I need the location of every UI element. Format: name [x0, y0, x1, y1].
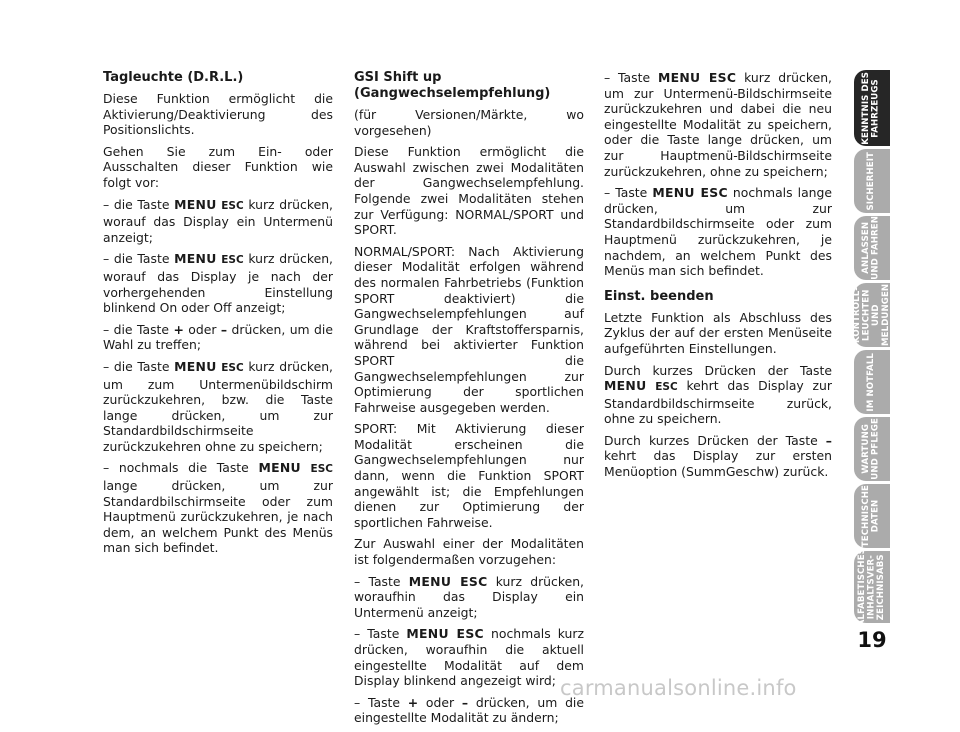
- tab-label: IM NOTFALL: [866, 352, 877, 412]
- menu-esc-key-label: MENU ESC: [657, 70, 737, 85]
- section-heading-drl: Tagleuchte (D.R.L.): [103, 70, 244, 85]
- step-item: – Taste MENU ESC nochmals lange drücken, um zur Standardbildschirmseite oder zum Hauptmenü zurückzukehren, je nachdem, an welchem Punkt des Menüs man sich befindet.: [604, 185, 833, 279]
- column-3: [604, 70, 832, 486]
- paragraph: Diese Funktion ermöglicht die Aktivierung/Deaktivierung des Positionslichts.: [103, 91, 333, 138]
- tab-im-notfall[interactable]: [854, 350, 890, 414]
- paragraph: Letzte Funktion als Abschluss des Zyklus der auf der ersten Menüseite aufgeführten Einstellungen.: [604, 309, 832, 356]
- step-item: – Taste + oder – drücken, um die eingestellte Modalität zu ändern;: [354, 694, 584, 726]
- menu-esc-key-label: MENU ESC: [408, 573, 488, 589]
- esc-key-label: ESC: [221, 361, 244, 374]
- step-item: – Taste MENU ESC nochmals kurz drücken, woraufhin die aktuell eingestellte Modalität auf dem Display blinkend angezeigt wird;: [354, 626, 584, 689]
- tab-label: SICHERHEIT: [866, 151, 877, 211]
- column-2: [354, 70, 584, 732]
- paragraph: Zur Auswahl einer der Modalitäten ist folgendermaßen vorzugehen:: [354, 536, 584, 568]
- step-item: – die Taste MENU ESC kurz drücken, worauf das Display je nach der vorhergehenden Einstellung blinkend On oder Off anzeigt;: [103, 251, 333, 316]
- section-heading-exit: Einst. beenden: [604, 288, 714, 304]
- tab-wartung-und-pflege[interactable]: [854, 417, 890, 481]
- plus-key-symbol: +: [407, 694, 419, 710]
- tab-label: KONTROLL- LEUCHTEN UND MELDUNGEN: [851, 283, 891, 347]
- tab-technische-daten[interactable]: [854, 484, 890, 548]
- esc-key-label: ESC: [221, 254, 244, 267]
- tab-label: KENNTNIS DES FAHRZEUGS: [861, 71, 881, 145]
- step-item: – nochmals die Taste MENU ESC lange drücken, um zur Standardbilschirmseite oder zum Hauptmenü zurückzukehren, je nach dem, an welchem Punkt des Menüs man sich befindet.: [103, 460, 333, 556]
- tab-kenntnis-des-fahrzeugs[interactable]: [854, 70, 890, 146]
- watermark: carmanualsonline.info: [560, 676, 797, 700]
- column-1: [103, 70, 333, 562]
- step-item: – die Taste MENU ESC kurz drücken, worauf das Display ein Untermenü anzeigt;: [103, 196, 333, 245]
- tab-anlassen-und-fahren[interactable]: [854, 216, 890, 280]
- paragraph: Gehen Sie zum Ein- oder Ausschalten dieser Funktion wie folgt vor:: [103, 143, 333, 190]
- menu-key-label: MENU: [174, 251, 217, 267]
- tab-label: ALFABETISCHES INHALTSVER- ZEICHNISABS: [856, 547, 886, 627]
- minus-key-symbol: –: [220, 321, 228, 337]
- tab-label: TECHNISCHE DATEN: [861, 484, 881, 548]
- tab-label: WARTUNG UND PFLEGE: [861, 418, 881, 480]
- menu-key-label: MENU: [174, 196, 217, 212]
- step-item: – die Taste MENU ESC kurz drücken, um zum Untermenübildschirm zurückzukehren, bzw. die Taste lange drücken, um zur Standardbildschirmseite zurückzukehren ohne zu speichern;: [103, 358, 333, 454]
- menu-esc-key-label: MENU ESC: [406, 626, 484, 642]
- paragraph: NORMAL/SPORT: Nach Aktivierung dieser Modalität erfolgen während des normalen Fahrbetriebs (Funktion SPORT deaktiviert) die Gangwechselempfehlungen auf Grundlage der Kraftstoffersparnis, während bei aktivierter Funktion SPORT die Gangwechselempfehlungen zur Optimierung der sportlichen Fahrweise ausgegeben werden.: [354, 243, 584, 415]
- step-item: – die Taste + oder – drücken, um die Wahl zu treffen;: [103, 321, 333, 353]
- page-number: 19: [857, 628, 887, 652]
- step-item: – Taste MENU ESC kurz drücken, um zur Untermenü-Bildschirmseite zurückzukehren und dabei die neu eingestellte Modalität zu speichern, oder die Taste lange drücken, um zur Hauptmenü-Bildschirmseite zurückzukehren, ohne zu speichern;: [604, 70, 832, 179]
- step-item: – Taste MENU ESC kurz drücken, woraufhin das Display ein Untermenü anzeigt;: [354, 573, 584, 620]
- tab-label: ANLASSEN UND FAHREN: [861, 216, 881, 280]
- menu-key-label: MENU: [604, 378, 647, 394]
- menu-key-label: MENU: [258, 460, 301, 476]
- paragraph: Diese Funktion ermöglicht die Auswahl zwischen zwei Modalitäten der Gangwechselempfehlung. Folgende zwei Modalitäten stehen zur Verfügung: NORMAL/SPORT und SPORT.: [354, 144, 584, 238]
- tab-sicherheit[interactable]: [854, 149, 890, 213]
- paragraph: Durch kurzes Drücken der Taste MENU ESC kehrt das Display zur Standardbildschirmseite zurück, ohne zu speichern.: [604, 362, 832, 427]
- esc-key-label: ESC: [310, 463, 333, 476]
- esc-key-label: ESC: [221, 199, 244, 212]
- section-subheading: (für Versionen/Märkte, wo vorgesehen): [354, 107, 584, 138]
- tab-alfabetisches-inhaltsverzeichnis[interactable]: [854, 547, 890, 627]
- menu-key-label: MENU: [174, 358, 217, 374]
- esc-key-label: ESC: [655, 381, 678, 394]
- paragraph: SPORT: Mit Aktivierung dieser Modalität erscheinen die Gangwechselempfehlungen nur dann, wenn die Funktion SPORT angewählt ist; die Empfehlungen dienen zur Optimierung der sportlichen Fahrweise.: [354, 421, 584, 530]
- minus-key-symbol: –: [461, 694, 469, 710]
- plus-key-symbol: +: [173, 321, 184, 337]
- tab-kontrollleuchten-und-meldungen[interactable]: [851, 283, 891, 347]
- section-heading-gsi: GSI Shift up (Gangwechselempfehlung): [354, 70, 551, 101]
- paragraph: Durch kurzes Drücken der Taste – kehrt das Display zur ersten Menüoption (SummGeschw) zurück.: [604, 432, 832, 480]
- minus-key-symbol: –: [825, 432, 832, 448]
- menu-esc-key-label: MENU ESC: [652, 185, 728, 201]
